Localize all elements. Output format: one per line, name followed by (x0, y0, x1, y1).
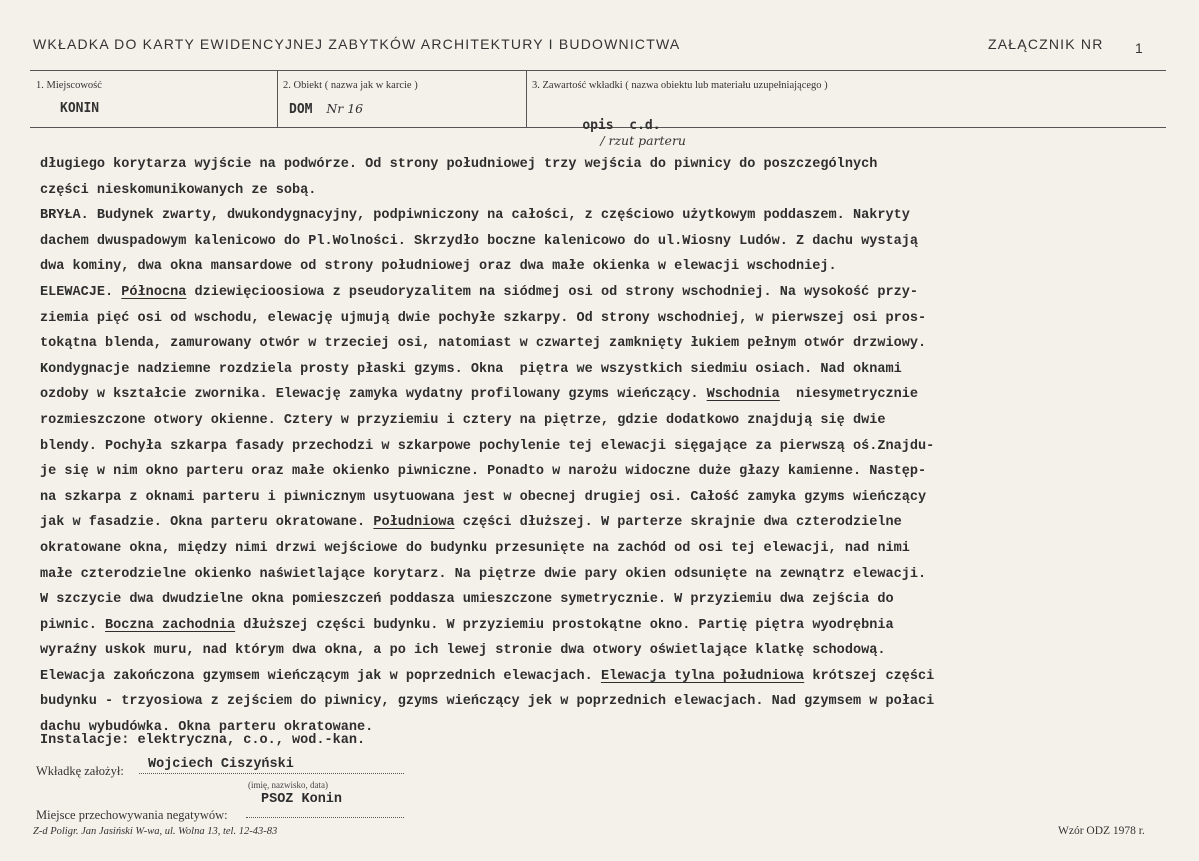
description-line (40, 485, 1190, 511)
author-dotted-line (139, 773, 404, 774)
description-segment: okratowane okna, między nimi drzwi wejściowe do budynku przesunięte na zachód od osi tej elewacji, nad nimi (40, 540, 910, 556)
description-line (40, 664, 1190, 690)
description-segment: na szkarpa z oknami parteru i piwnicznym usytuowana jest w obecnej drugiej osi. Całość zamyka gzyms wieńczący (40, 489, 927, 505)
annex-number: 1 (1135, 40, 1143, 56)
description-line (40, 254, 1190, 280)
description-segment: dwa kominy, dwa okna mansardowe od strony południowej oraz dwa małe okienka w elewacji wschodniej. (40, 259, 837, 275)
object-number-handwritten: Nr 16 (326, 101, 364, 116)
contents-handwritten: / rzut parteru (600, 133, 686, 148)
negatives-label: Miejsce przechowywania negatywów: (36, 808, 228, 822)
description-line (40, 357, 1190, 383)
description-segment: tokątna blenda, zamurowany otwór w trzeciej osi, natomiast w czwartej zamknięty łukiem pełnym otwór drzwiowy. (40, 336, 927, 352)
description-segment: BRYŁA. Budynek zwarty, dwukondygnacyjny, podpiwniczony na całości, z częściowo użytkowym poddaszem. Nakryty (40, 208, 910, 224)
description-segment: niesymetrycznie (779, 387, 918, 403)
description-line (40, 587, 1190, 613)
description-segment: dziewięcioosiowa z pseudoryzalitem na siódmej osi od strony wschodniej. Na wysokość przy- (186, 284, 918, 300)
description-line (40, 434, 1190, 460)
description-segment: dachu wybudówka. Okna parteru okratowane. (40, 720, 374, 736)
description-line (40, 536, 1190, 562)
underlined-heading: Elewacja tylna południowa (600, 668, 805, 684)
object-type: DOM (289, 102, 313, 117)
description-segment: części nieskomunikowanych ze sobą. (40, 182, 317, 198)
author-sublabel: (imię, nazwisko, data) (248, 780, 328, 790)
description-segment: W szczycie dwa dwudzielne okna pomieszczeń poddasza umieszczone symetrycznie. W przyziemiu dwa zejścia do (40, 592, 894, 608)
description-line (40, 510, 1190, 536)
description-segment: jak w fasadzie. Okna parteru okratowane. (40, 515, 374, 531)
contents-typed: opis c.d. (582, 118, 661, 133)
description-line (40, 280, 1190, 306)
installations-line: Instalacje: elektryczna, c.o., wod.-kan. (40, 733, 366, 748)
description-line (40, 382, 1190, 408)
header-rule-top (30, 70, 1166, 71)
description-segment: wyraźny uskok muru, nad którym dwa okna, a po ich lewej stronie dwa otwory oświetlające klatkę schodową. (40, 643, 886, 659)
card-title: WKŁADKA DO KARTY EWIDENCYJNEJ ZABYTKÓW ARCHITEKTURY I BUDOWNICTWA (33, 36, 681, 52)
description-segment: małe czterodzielne okienko naświetlające korytarz. Na piętrze dwie pary okien odsunięte na zewnątrz elewacji. (40, 566, 927, 582)
description-segment: rozmieszczone otwory okienne. Cztery w przyziemiu i cztery na piętrze, gdzie dodatkowo znajdują się dwie (40, 412, 886, 428)
contents-label: 3. Zawartość wkładki ( nazwa obiektu lub materiału uzupełniającego ) (532, 80, 828, 91)
underlined-heading: Północna (121, 284, 187, 300)
description-line (40, 562, 1190, 588)
description-segment: blendy. Pochyła szkarpa fasady przechodzi w szkarpowe pochylenie tej elewacji sięgające za pierwszą oś.Znajdu- (40, 438, 935, 454)
description-segment: budynku - trzyosiowa z zejściem do piwnicy, gzyms wieńczący jek w poprzednich elewacjach. Nad gzymsem w połaci (40, 694, 935, 710)
description-line (40, 408, 1190, 434)
field-divider-2 (526, 70, 527, 127)
description-segment: ELEWACJE. (40, 284, 122, 300)
description-line (40, 203, 1190, 229)
underlined-heading: Południowa (373, 515, 455, 531)
field-divider-1 (277, 70, 278, 127)
locality-label: 1. Miejscowość (36, 80, 102, 91)
description-line (40, 152, 1190, 178)
negatives-dotted-line (246, 817, 404, 818)
description-segment: dachem dwuspadowym kalenicowo do Pl.Wolności. Skrzydło boczne kalenicowo do ul.Wiosny Ludów. Z dachu wystają (40, 233, 918, 249)
description-segment: piwnic. (40, 617, 106, 633)
printer-imprint: Z-d Poligr. Jan Jasiński W-wa, ul. Wolna 13, tel. 12-43-83 (33, 826, 278, 837)
description-line (40, 306, 1190, 332)
description-segment: je się w nim okno parteru oraz małe okienko piwniczne. Ponadto w narożu widoczne duże głazy kamienne. Następ- (40, 464, 927, 480)
author-label: Wkładkę założył: (36, 764, 124, 778)
description-line (40, 331, 1190, 357)
underlined-heading: Boczna zachodnia (105, 617, 236, 633)
author-value: Wojciech Ciszyński (148, 757, 294, 772)
description-segment: długiego korytarza wyjście na podwórze. Od strony południowej trzy wejścia do piwnicy do poszczególnych (40, 157, 878, 172)
description-text (40, 152, 1190, 741)
description-line (40, 229, 1190, 255)
description-line (40, 638, 1190, 664)
annex-label: ZAŁĄCZNIK NR (988, 36, 1104, 52)
description-segment: dłuższej części budynku. W przyziemiu prostokątne okno. Partię piętra wyodrębnia (235, 617, 894, 633)
description-segment: ziemia pięć osi od wschodu, elewację ujmują dwie pochyłe szkarpy. Od strony wschodniej, w pierwszej osi pros- (40, 310, 927, 326)
description-segment: ozdoby w kształcie zwornika. Elewację zamyka wydatny profilowany gzyms wieńczący. (40, 387, 707, 403)
object-value (289, 101, 363, 117)
description-segment: krótszej części (804, 668, 935, 684)
negatives-value: PSOZ Konin (261, 792, 343, 807)
description-line (40, 178, 1190, 204)
description-line (40, 613, 1190, 639)
description-line (40, 689, 1190, 715)
locality-value: KONIN (60, 101, 100, 116)
object-label: 2. Obiekt ( nazwa jak w karcie ) (283, 80, 418, 91)
description-segment: Elewacja zakończona gzymsem wieńczącym jak w poprzednich elewacjach. (40, 668, 601, 684)
description-segment: Kondygnacje nadziemne rozdziela prosty płaski gzyms. Okna piętra we wszystkich siedmiu osiach. Nad oknami (40, 361, 902, 377)
form-model: Wzór ODZ 1978 r. (1058, 825, 1145, 837)
description-line (40, 459, 1190, 485)
underlined-heading: Wschodnia (706, 387, 780, 403)
description-segment: części dłuższej. W parterze skrajnie dwa czterodzielne (454, 515, 902, 531)
